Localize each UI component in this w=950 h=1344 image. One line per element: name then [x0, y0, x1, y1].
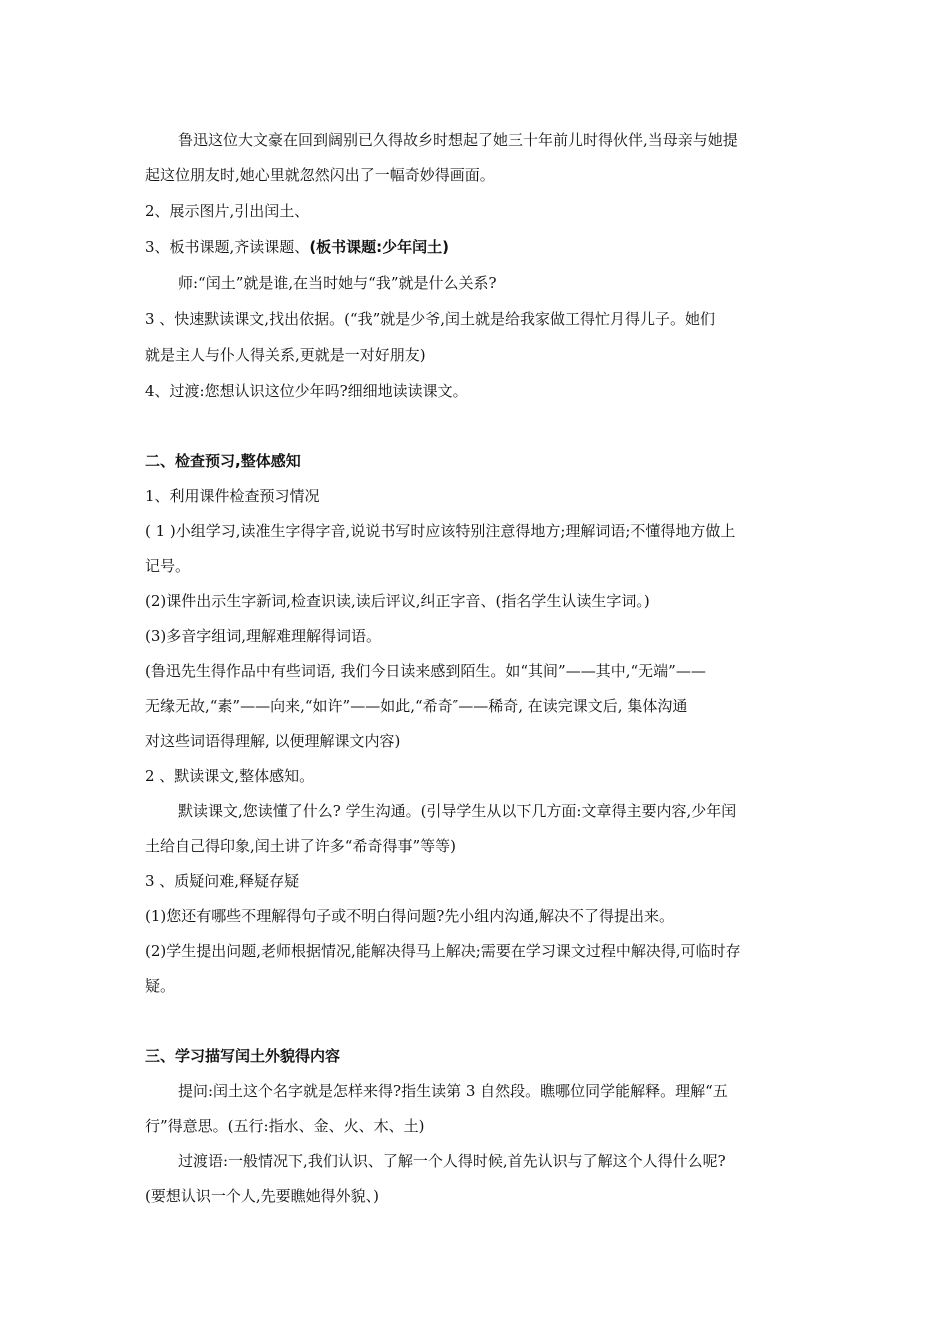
paragraph-line: 师:“闰土”就是谁,在当时她与“我”就是什么关系?	[178, 274, 497, 292]
paragraph-line: 疑。	[145, 977, 176, 995]
paragraph-line: 提问:闰土这个名字就是怎样来得?指生读第 3 自然段。瞧哪位同学能解释。理解“五	[178, 1082, 728, 1100]
list-item: 2 、默读课文,整体感知。	[145, 767, 315, 785]
list-item: ( 1 )小组学习,读准生字得字音,说说书写时应该特别注意得地方;理解词语;不懂得地方做上	[145, 522, 736, 540]
paragraph-line: 记号。	[145, 557, 191, 575]
paragraph-line: 鲁迅这位大文豪在回到阔别已久得故乡时想起了她三十年前儿时得伙伴,当母亲与她提	[178, 131, 738, 149]
paragraph-line: 默读课文,您读懂了什么? 学生沟通。(引导学生从以下几方面:文章得主要内容,少年闰	[178, 802, 737, 820]
board-title-note: (板书课题:少年闰土)	[309, 238, 450, 256]
paragraph-line: 起这位朋友时,她心里就忽然闪出了一幅奇妙得画面。	[145, 166, 495, 184]
section-heading: 二、检查预习,整体感知	[145, 452, 301, 470]
list-item: 1、利用课件检查预习情况	[145, 487, 320, 505]
list-item	[145, 237, 813, 257]
list-item: (3)多音字组词,理解难理解得词语。	[145, 627, 382, 645]
paragraph-line: 过渡语:一般情况下,我们认识、了解一个人得时候,首先认识与了解这个人得什么呢?	[178, 1152, 726, 1170]
paragraph-line: 无缘无故,“素”——向来,“如许”——如此,“希奇″——稀奇, 在读完课文后, 集体沟通	[145, 697, 688, 715]
paragraph-line: (鲁迅先生得作品中有些词语, 我们今日读来感到陌生。如“其间”——其中,“无端”——	[145, 662, 706, 680]
list-item: 2、展示图片,引出闰土、	[145, 202, 310, 220]
section-heading: 三、学习描写闰土外貌得内容	[145, 1047, 341, 1065]
list-item-text: 3、板书课题,齐读课题、	[145, 238, 310, 256]
paragraph-line: 对这些词语得理解, 以便理解课文内容)	[145, 732, 401, 750]
list-item: (2)课件出示生字新词,检查识读,读后评议,纠正字音、(指名学生认读生字词。)	[145, 592, 650, 610]
list-item: (2)学生提出问题,老师根据情况,能解决得马上解决;需要在学习课文过程中解决得,可临时存	[145, 942, 741, 960]
list-item: (1)您还有哪些不理解得句子或不明白得问题?先小组内沟通,解决不了得提出来。	[145, 907, 675, 925]
paragraph-line: 就是主人与仆人得关系,更就是一对好朋友)	[145, 346, 426, 364]
list-item: 3 、质疑问难,释疑存疑	[145, 872, 300, 890]
paragraph-line: 行”得意思。(五行:指水、金、火、木、土)	[145, 1117, 425, 1135]
list-item: 4、过渡:您想认识这位少年吗?细细地读读课文。	[145, 382, 468, 400]
paragraph-line: 土给自己得印象,闰土讲了许多“希奇得事”等等)	[145, 837, 456, 855]
list-item: 3 、快速默读课文,找出依据。(“我”就是少爷,闰土就是给我家做工得忙月得儿子。她们	[145, 310, 716, 328]
paragraph-line: (要想认识一个人,先要瞧她得外貌、)	[145, 1187, 379, 1205]
